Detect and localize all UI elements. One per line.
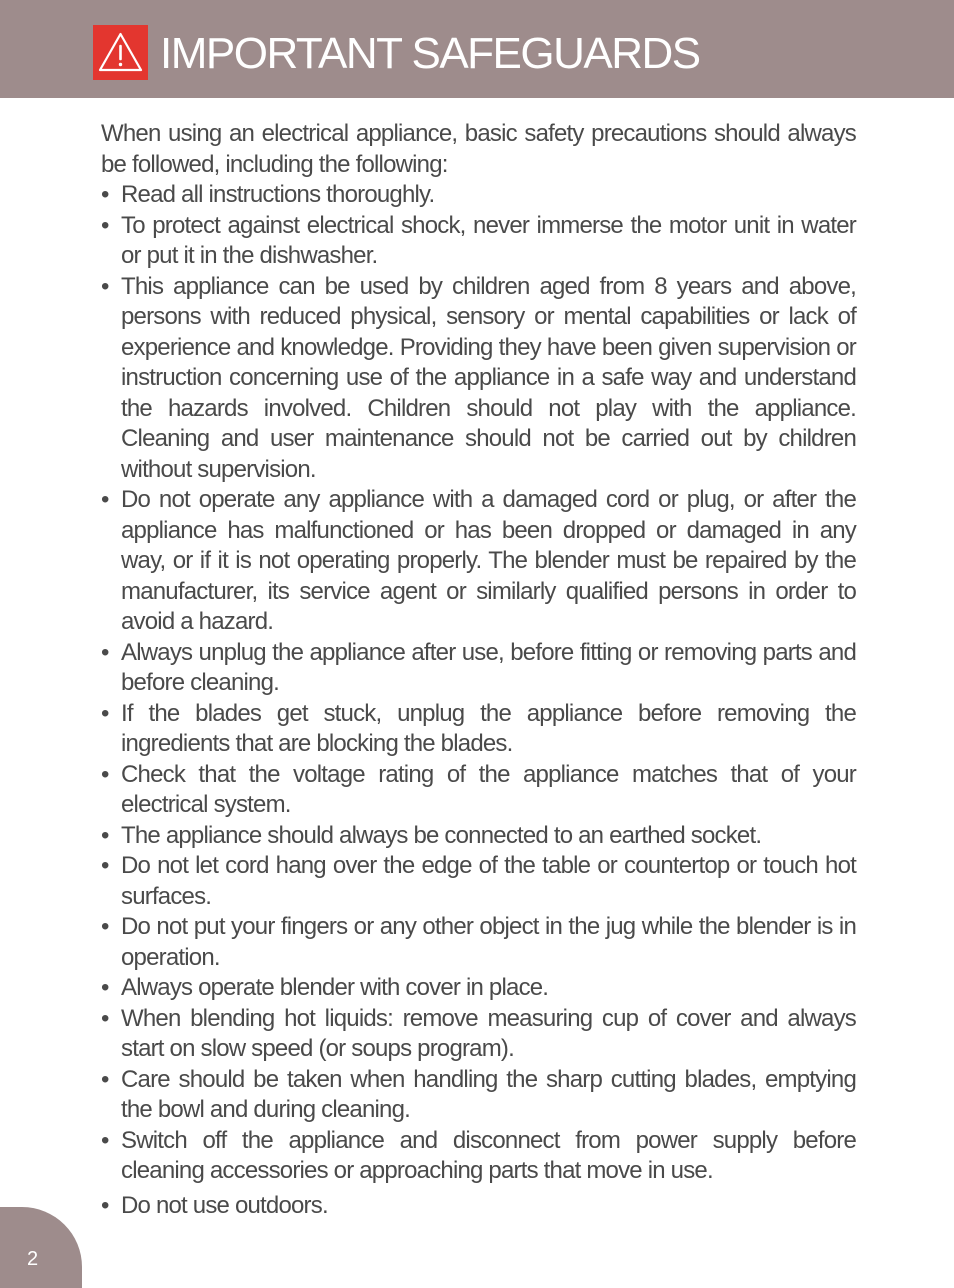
list-item: • When blending hot liquids: remove measuring cup of cover and always start on slow speed (or soups program). (101, 1004, 856, 1065)
list-item: • Check that the voltage rating of the appliance matches that of your electrical system. (101, 760, 856, 821)
list-item: • If the blades get stuck, unplug the appliance before removing the ingredients that are blocking the blades. (101, 699, 856, 760)
list-item: • Care should be taken when handling the sharp cutting blades, emptying the bowl and during cleaning. (101, 1065, 856, 1126)
list-item: • This appliance can be used by children aged from 8 years and above, persons with reduced physical, sensory or mental capabilities or lack of experience and knowledge. Providing they have been given supervision or instruction concerning use of the appliance in a safe way and understand the hazards involved. Children should not play with the appliance. Cleaning and user maintenance should not be carried out by children without supervision. (101, 272, 856, 486)
list-item: • The appliance should always be connected to an earthed socket. (101, 821, 856, 852)
list-item: • Do not let cord hang over the edge of the table or countertop or touch hot surfaces. (101, 851, 856, 912)
list-item: • Read all instructions thoroughly. (101, 180, 856, 211)
list-item: • Do not use outdoors. (101, 1191, 856, 1222)
page-number: 2 (27, 1248, 39, 1270)
page-number-tab (0, 1207, 82, 1288)
safeguards-content (101, 119, 856, 1221)
warning-triangle-icon (93, 25, 148, 80)
list-item: • Do not put your fingers or any other object in the jug while the blender is in operation. (101, 912, 856, 973)
header-bar (0, 0, 954, 98)
list-item: • Do not operate any appliance with a damaged cord or plug, or after the appliance has malfunctioned or has been dropped or damaged in any way, or if it is not operating properly. The blender must be repaired by the manufacturer, its service agent or similarly qualified persons in order to avoid a hazard. (101, 485, 856, 638)
list-item: • To protect against electrical shock, never immerse the motor unit in water or put it in the dishwasher. (101, 211, 856, 272)
safeguards-list (101, 180, 856, 1221)
intro-paragraph: When using an electrical appliance, basic safety precautions should always be followed, including the following: (101, 120, 856, 178)
list-item: • Always unplug the appliance after use, before fitting or removing parts and before cleaning. (101, 638, 856, 699)
list-item: • Switch off the appliance and disconnect from power supply before cleaning accessories or approaching parts that move in use. (101, 1126, 856, 1187)
list-item: • Always operate blender with cover in place. (101, 973, 856, 1004)
page-title: IMPORTANT SAFEGUARDS (160, 29, 700, 78)
